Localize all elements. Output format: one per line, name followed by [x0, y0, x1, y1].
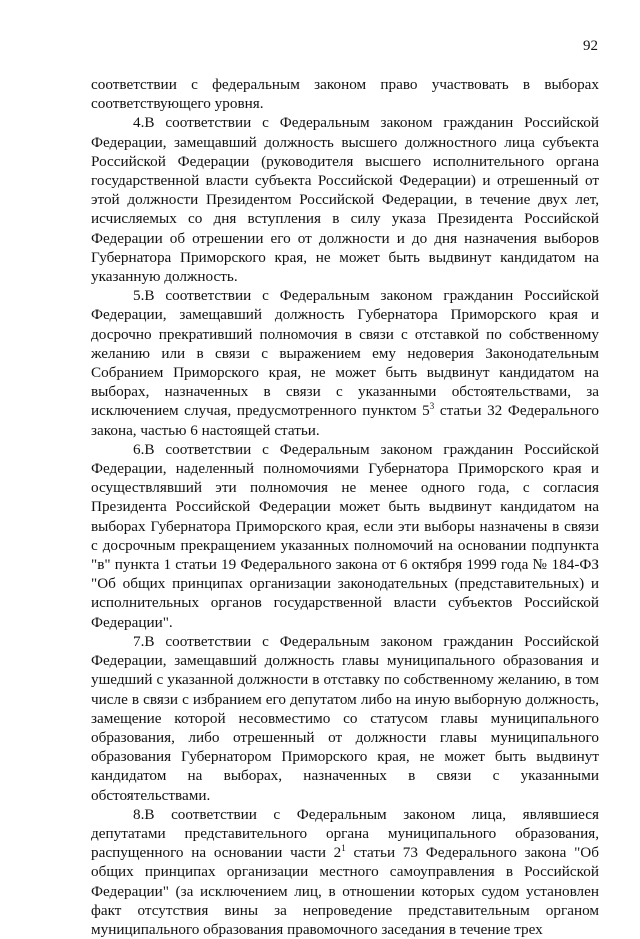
- paragraph-item-4: 4.В соответствии с Федеральным законом гражданин Российской Федерации, замещавший должность высшего должностного лица субъекта Российской Федерации (руководителя высшего исполнительного органа государственной власти субъекта Российской Федерации) и отрешенный от этой должности Президентом Российской Федерации, в течение двух лет, исчисляемых со дня вступления в силу указа Президента Российской Федерации об отрешении его от должности и до дня назначения выборов Губернатора Приморского края, не может быть выдвинут кандидатом на указанную должность.: [91, 114, 599, 286]
- document-body: [91, 75, 599, 939]
- superscript-index: 1: [341, 843, 346, 854]
- paragraph-item-5-text-end: статьи 32 Федерального закона, частью 6 настоящей статьи.: [91, 402, 599, 439]
- paragraph-item-8-text-end: статьи 73 Федерального закона "Об общих принципах организации местного самоуправления в Российской Федерации" (за исключением лиц, в отношении которых судом установлен факт отсутствия вины за непроведение представительным органом муниципального образования правомочного заседания в течение трех: [91, 844, 599, 938]
- paragraph-item-5-text: 5.В соответствии с Федеральным законом гражданин Российской Федерации, замещавший должность Губернатора Приморского края и досрочно прекративший полномочия в связи с отставкой по собственному желанию или в связи с выражением ему недоверия Законодательным Собранием Приморского края, не может быть выдвинут кандидатом на выборах, назначенных в связи с указанными обстоятельствами, за исключением случая, предусмотренного пунктом 5: [91, 287, 599, 420]
- paragraph-item-8-text: 8.В соответствии с Федеральным законом лица, являвшиеся депутатами представительного органа муниципального образования, распущенного на основании части 2: [91, 805, 599, 862]
- superscript-index: 3: [429, 401, 435, 412]
- paragraph-continuation: соответствии с федеральным законом право участвовать в выборах соответствующего уровня.: [91, 76, 599, 113]
- paragraph-item-7: 7.В соответствии с Федеральным законом гражданин Российской Федерации, замещавший должность главы муниципального образования и ушедший с указанной должности в отставку по собственному желанию, в том числе в связи с избранием его депутатом либо на иную выборную должность, замещение которой несовместимо со статусом главы муниципального образования, либо отрешенный от должности главы муниципального образования Губернатором Приморского края, не может быть выдвинут кандидатом на выборах, назначенных в связи с указанными обстоятельствами.: [91, 632, 599, 804]
- paragraph-item-8: [91, 805, 599, 939]
- paragraph-item-5: [91, 286, 599, 440]
- page-number: 92: [583, 38, 598, 54]
- paragraph-item-6: 6.В соответствии с Федеральным законом гражданин Российской Федерации, наделенный полномочиями Губернатора Приморского края и осуществлявший эти полномочия не менее одного года, с согласия Президента Российской Федерации может быть выдвинут кандидатом на выборах Губернатора Приморского края, если эти выборы назначены в связи с досрочным прекращением указанных полномочий на основании подпункта "в" пункта 1 статьи 19 Федерального закона от 6 октября 1999 года № 184-ФЗ "Об общих принципах организации законодательных (представительных) и исполнительных органов государственной власти субъектов Российской Федерации".: [91, 440, 599, 631]
